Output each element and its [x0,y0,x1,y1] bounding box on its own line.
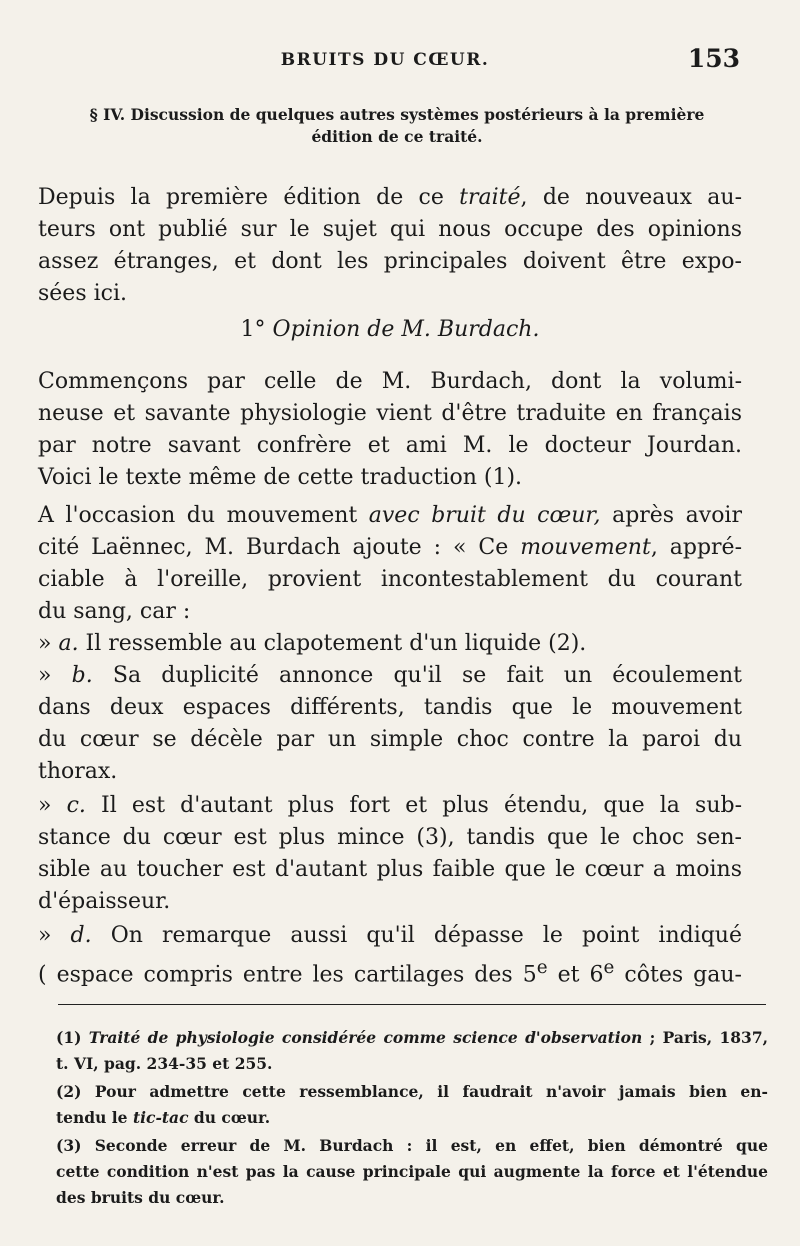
text-line: teurs ont publié sur le sujet qui nous occupe des opinions [38,217,742,242]
page-header [30,44,740,78]
footnote: (3) Seconde erreur de M. Burdach : il est, en effet, bien démontré que [56,1136,768,1155]
footnote-rule [58,1004,766,1005]
list-item: » a. Il ressemble au clapotement d'un liquide (2). [38,631,587,656]
section-heading-line: édition de ce traité. [311,127,483,146]
running-title: BRUITS DU CŒUR. [280,50,490,70]
text-line: stance du cœur est plus mince (3), tandis que le choc sen- [38,825,742,850]
footnote-line: cette condition n'est pas la cause principale qui augmente la force et l'étendue [56,1162,768,1181]
emphasis: avec bruit du cœur, [368,503,601,528]
text-line: A l'occasion du mouvement avec bruit du cœur, après avoir [38,503,742,528]
text-line: ciable à l'oreille, provient incontestablement du courant [38,567,742,592]
footnote: (2) Pour admettre cette ressemblance, il faudrait n'avoir jamais bien en- [56,1082,768,1101]
list-item: » b. Sa duplicité annonce qu'il se fait un écoulement [38,663,743,688]
text-line: Voici le texte même de cette traduction (1). [38,465,523,490]
text-line: neuse et savante physiologie vient d'être traduite en français [38,401,742,426]
text-line: sible au toucher est d'autant plus faible que le cœur a moins [38,857,742,882]
text-line: dans deux espaces différents, tandis que le mouvement [38,695,742,720]
text-line: thorax. [38,759,118,784]
footnote: (1) Traité de physiologie considérée comme science d'observation ; Paris, 1837, [56,1028,769,1047]
text-line: Depuis la première édition de ce traité, de nouveaux au- [38,185,742,210]
emphasis: traité [459,185,521,210]
list-item: » c. Il est d'autant plus fort et plus étendu, que la sub- [38,793,743,818]
text-line: par notre savant confrère et ami M. le docteur Jourdan. [38,433,742,458]
text-line: d'épaisseur. [38,889,171,914]
section-heading [52,104,742,148]
section-heading-line: § IV. Discussion de quelques autres systèmes postérieurs à la première [89,105,705,124]
list-item: » d. On remarque aussi qu'il dépasse le point indiqué [38,923,742,948]
footnote-line: des bruits du cœur. [56,1188,225,1207]
text-line: assez étranges, et dont les principales doivent être expo- [38,249,742,274]
text-line: sées ici. [38,281,127,306]
text-line: du cœur se décèle par un simple choc contre la paroi du [38,727,742,752]
text-line: ( espace compris entre les cartilages des 5e et 6e côtes gau- [38,957,742,988]
text-line: du sang, car : [38,599,191,624]
text-line: Commençons par celle de M. Burdach, dont la volumi- [38,369,742,394]
footnote-line: tendu le tic-tac du cœur. [56,1108,271,1127]
emphasis: mouvement [520,535,651,560]
subsection-heading: 1° Opinion de M. Burdach. [240,317,540,342]
footnote-line: t. VI, pag. 234-35 et 255. [56,1054,273,1073]
page-number: 153 [687,44,740,73]
text-line: cité Laënnec, M. Burdach ajoute : « Ce mouvement, appré- [38,535,743,560]
